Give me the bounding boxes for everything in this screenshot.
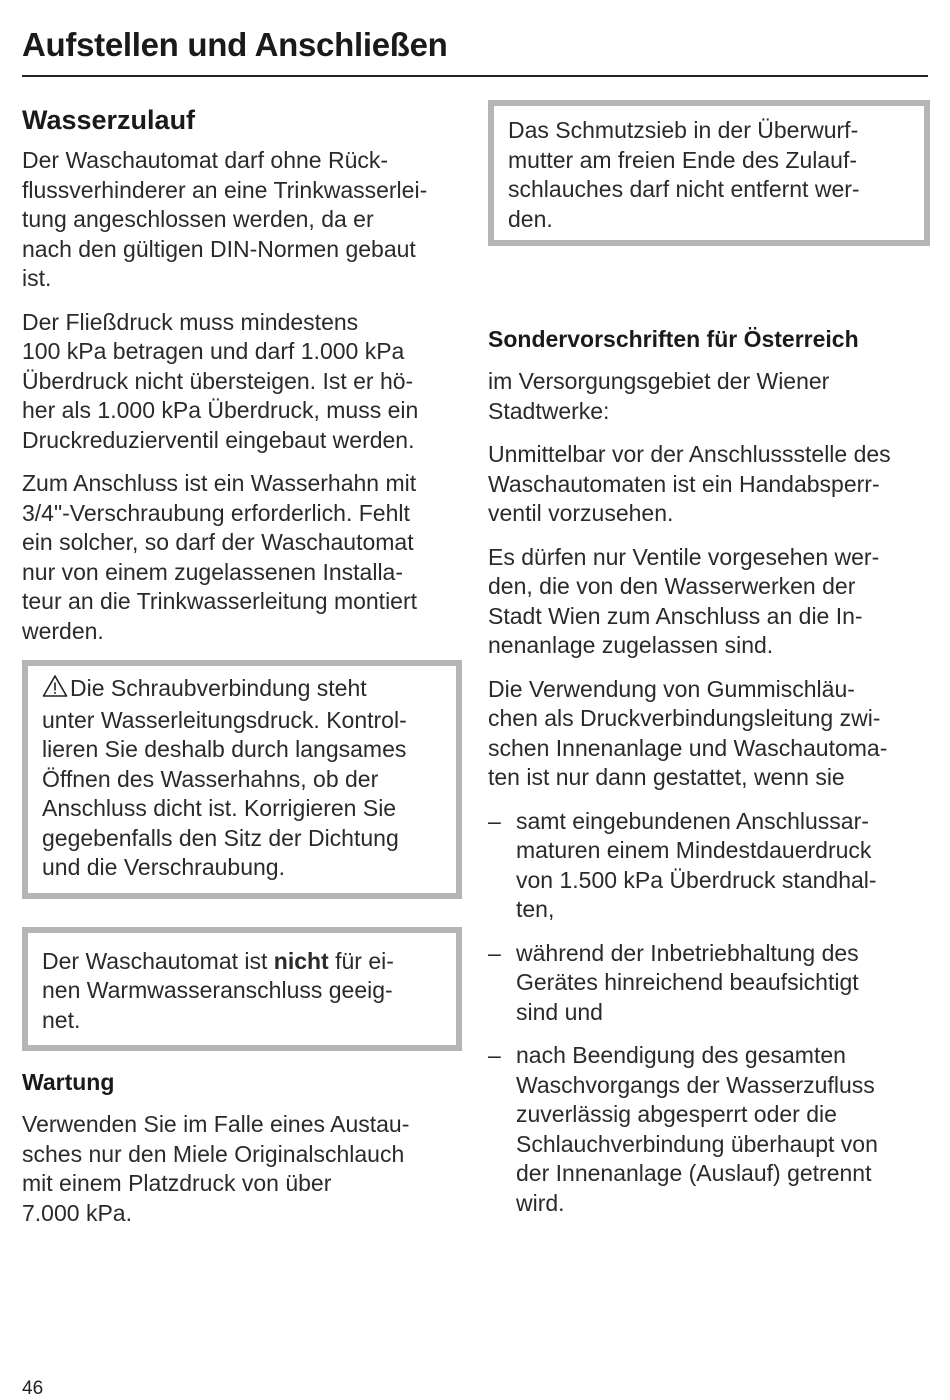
right-column (488, 100, 930, 1232)
dash-bullet: – (488, 807, 501, 834)
warning-line: Die Schraubverbindung steht (42, 674, 442, 706)
warning-triangle-icon (42, 674, 68, 706)
list-item-text: nach Beendigung des gesamten Waschvorgangs der Wasserzufluss zuverlässig abgesperrt oder die Schlauchverbindung überhaupt von der Innenanlage (Auslauf) getrennt wird. (516, 1042, 878, 1216)
paragraph: Der Fließdruck muss mindestens 100 kPa betragen und darf 1.000 kPa Überdruck nicht übersteigen. Ist er hö- her als 1.000 kPa Überdruck, muss ein Druckreduzierventil eingebaut werden. (22, 308, 419, 453)
warning-line: und die Verschraubung. (42, 854, 285, 880)
note-emphasis: nicht (273, 947, 329, 974)
paragraph: Die Verwendung von Gummischläu- chen als Druckverbindungsleitung zwi- schen Innenanlage und Waschautoma- ten ist nur dann gestattet, wenn sie (488, 675, 888, 790)
sieve-note-box (488, 100, 930, 246)
title-divider (22, 75, 928, 77)
note-line: den. (508, 205, 553, 232)
requirements-list (488, 807, 930, 1219)
left-column (22, 100, 462, 1242)
paragraph: Der Waschautomat darf ohne Rück- flussverhinderer an eine Trinkwasserlei- tung angeschlossen werden, da er nach den gültigen DIN-Normen gebaut ist. (22, 147, 428, 291)
note-line: net. (42, 1006, 81, 1033)
paragraph: Unmittelbar vor der Anschlussstelle des Waschautomaten ist ein Handabsperr- ventil vorzusehen. (488, 441, 891, 526)
wartung-paragraph: Verwenden Sie im Falle eines Austau- sches nur den Miele Originalschlauch mit einem Platzdruck von über 7.000 kPa. (22, 1111, 410, 1226)
section-title-wasserzulauf: Wasserzulauf (22, 105, 196, 135)
subsection-title-wartung: Wartung (22, 1069, 115, 1095)
warning-box (22, 660, 462, 899)
dash-bullet: – (488, 1042, 501, 1068)
list-item-text: während der Inbetriebhaltung des Gerätes hinreichend beaufsichtigt sind und (516, 939, 859, 1025)
subsection-title-austria: Sondervorschriften für Österreich (488, 326, 859, 352)
paragraph: Zum Anschluss ist ein Wasserhahn mit 3/4"-Verschraubung erforderlich. Fehlt ein solcher, so darf der Waschautomat nur von einem zugelassenen Installa- teur an die Trinkwasserleitung montiert werden. (22, 470, 418, 644)
note-box (22, 927, 462, 1052)
note-line: mutter am freien Ende des Zulauf- (508, 146, 857, 173)
list-item (488, 807, 930, 925)
list-item (488, 939, 930, 1028)
note-line: nen Warmwasseranschluss geeig- (42, 977, 393, 1003)
paragraph: im Versorgungsgebiet der Wiener Stadtwerke: (488, 368, 830, 424)
page-number: 46 (22, 1378, 44, 1399)
warning-line: Anschluss dicht ist. Korrigieren Sie (42, 795, 397, 821)
warning-line: unter Wasserleitungsdruck. Kontrol- (42, 706, 407, 733)
list-item (488, 1041, 930, 1218)
note-line: Das Schmutzsieb in der Überwurf- (508, 117, 859, 143)
note-line: Der Waschautomat ist nicht für ei- (42, 947, 394, 974)
list-item-text: samt eingebundenen Anschlussar- maturen einem Mindestdauerdruck von 1.500 kPa Überdruck standhal- ten, (516, 807, 877, 922)
page-title: Aufstellen und Anschließen (22, 26, 448, 63)
warning-line: lieren Sie deshalb durch langsames (42, 736, 407, 762)
paragraph: Es dürfen nur Ventile vorgesehen wer- den, die von den Wasserwerken der Stadt Wien zum Anschluss an die In- nenanlage zugelassen sind. (488, 543, 880, 658)
warning-line: gegebenfalls den Sitz der Dichtung (42, 824, 399, 851)
dash-bullet: – (488, 939, 501, 966)
note-line: schlauches darf nicht entfernt wer- (508, 176, 860, 202)
warning-line: Öffnen des Wasserhahns, ob der (42, 765, 379, 792)
